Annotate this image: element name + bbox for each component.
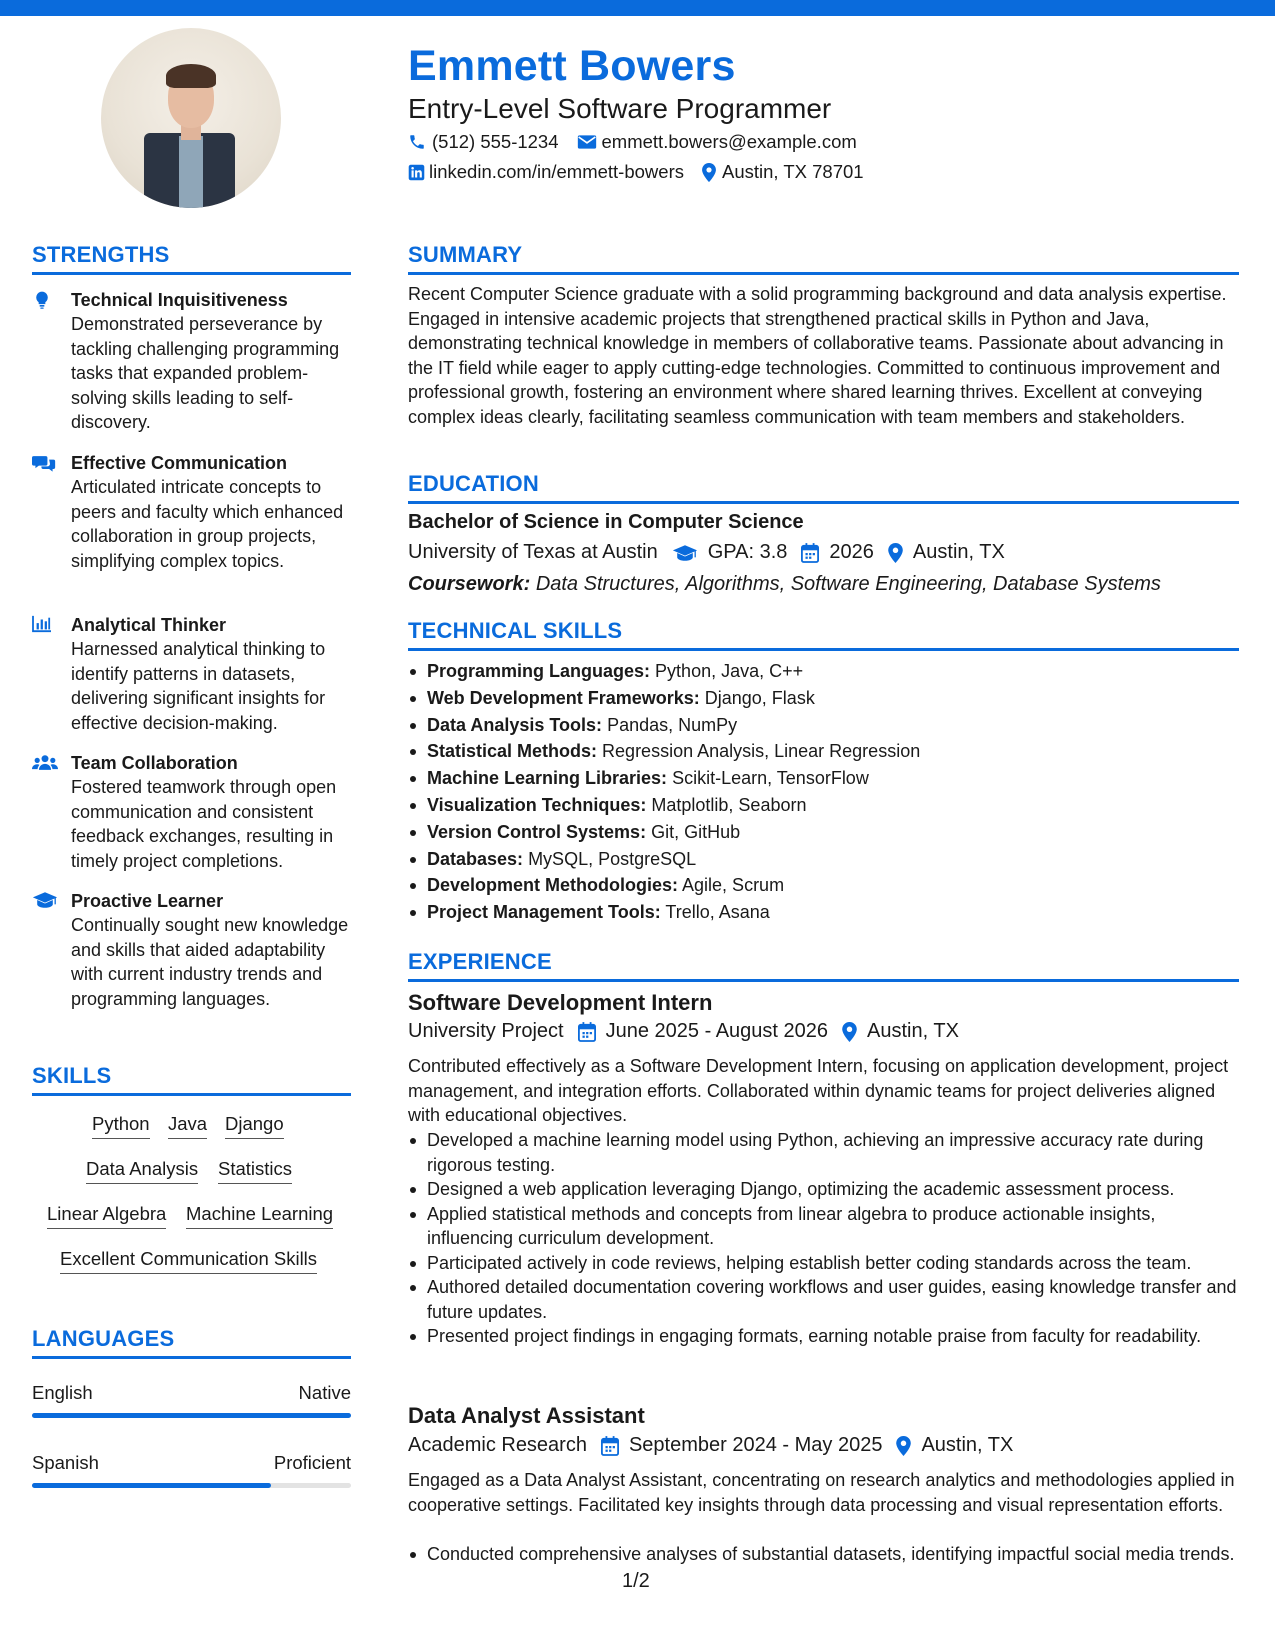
education-meta: [408, 541, 1019, 564]
list-item: [408, 658, 1238, 685]
skill-category: Statistical Methods:: [427, 741, 598, 762]
linkedin-text[interactable]: linkedin.com/in/emmett-bowers: [429, 161, 684, 182]
lightbulb-icon: [32, 290, 56, 310]
skill-tag: Linear Algebra: [47, 1203, 166, 1229]
languages-rule: [32, 1356, 351, 1359]
school-name: University of Texas at Austin: [408, 541, 658, 563]
summary-text: Recent Computer Science graduate with a solid programming background and data analysis expertise. Engaged in intensive academic projects that strengthened practical skills in Python and Java, demonstrating technical knowledge in members of collaborative teams. Passionate about advancing in the IT field while eager to apply cutting-edge technologies. Committed to continuous improvement and professional growth, fostering an environment where shared learning thrives. Excellent at conveying complex ideas clearly, facilitating seamless communication with team members and stakeholders.: [408, 284, 1227, 427]
list-item: [408, 685, 1238, 712]
job-org: Academic Research: [408, 1434, 587, 1456]
location-pin-icon: [896, 1436, 911, 1456]
degree-title: Bachelor of Science in Computer Science: [408, 511, 804, 533]
skill-category: Development Methodologies:: [427, 875, 679, 896]
list-item: [408, 765, 1238, 792]
phone-icon: [408, 133, 426, 151]
users-icon: [32, 753, 56, 773]
language-name: Spanish: [32, 1452, 99, 1473]
language-level: Proficient: [273, 1452, 351, 1473]
location-pin-icon: [842, 1022, 857, 1042]
skill-values: Agile, Scrum: [682, 875, 785, 896]
graduation-cap-icon: [672, 544, 698, 562]
skill-tag: Java: [168, 1113, 207, 1139]
skill-category: Databases:: [427, 848, 524, 869]
skill-tag: Statistics: [218, 1158, 292, 1184]
job-title: Data Analyst Assistant: [408, 1403, 645, 1428]
skill-category: Visualization Techniques:: [427, 794, 647, 815]
list-item: Designed a web application leveraging Django, optimizing the academic assessment process.: [408, 1177, 1238, 1202]
coursework: [408, 573, 1161, 596]
skill-tag: Python: [92, 1113, 150, 1139]
strengths-rule: [32, 272, 351, 275]
language-proficiency-bar: [32, 1413, 351, 1418]
strength-title: Team Collaboration: [71, 753, 238, 773]
skill-category: Web Development Frameworks:: [427, 687, 700, 708]
location-pin-icon: [702, 163, 716, 182]
technical-skills-rule: [408, 648, 1239, 651]
summary-rule: [408, 272, 1239, 275]
language-row: [32, 1382, 351, 1404]
skills-heading: SKILLS: [32, 1063, 112, 1088]
strength-desc: Harnessed analytical thinking to identify patterns in datasets, delivering significant insights for effective decision-making.: [71, 639, 326, 733]
list-item: [408, 872, 1238, 899]
job-bullets: [408, 1542, 1238, 1567]
job-description: Contributed effectively as a Software Development Intern, focusing on application development, project management, and integration efforts. Collaborated within dynamic teams for project deliveries aligned with educational objectives.: [408, 1056, 1229, 1125]
envelope-icon: [577, 134, 597, 150]
job-title: Software Development Intern: [408, 990, 713, 1015]
strength-desc: Articulated intricate concepts to peers and faculty which enhanced collaboration in group projects, simplifying complex topics.: [71, 477, 344, 571]
language-level: Native: [298, 1382, 351, 1403]
strength-item: [32, 288, 352, 435]
calendar-icon: [801, 543, 819, 563]
job-dates: June 2025 - August 2026: [605, 1020, 829, 1042]
job-meta: [408, 1020, 973, 1043]
experience-rule: [408, 979, 1239, 982]
skill-values: Django, Flask: [704, 687, 815, 708]
candidate-name: Emmett Bowers: [408, 42, 736, 90]
language-row: [32, 1452, 351, 1474]
skill-values: Scikit-Learn, TensorFlow: [672, 768, 869, 789]
skill-tag: Machine Learning: [186, 1203, 333, 1229]
skill-values: Matplotlib, Seaborn: [651, 794, 807, 815]
linkedin-icon: [408, 164, 425, 181]
experience-heading: EXPERIENCE: [408, 949, 552, 974]
skill-values: Regression Analysis, Linear Regression: [602, 741, 921, 762]
list-item: Conducted comprehensive analyses of substantial datasets, identifying impactful social media trends.: [408, 1542, 1238, 1567]
list-item: [408, 846, 1238, 873]
strength-desc: Continually sought new knowledge and skills that aided adaptability with current industry trends and programming languages.: [71, 915, 349, 1009]
skill-category: Machine Learning Libraries:: [427, 768, 668, 789]
list-item: Applied statistical methods and concepts from linear algebra to produce actionable insights, influencing curriculum development.: [408, 1202, 1238, 1251]
strength-title: Proactive Learner: [71, 891, 224, 911]
language-name: English: [32, 1382, 93, 1403]
list-item: [408, 792, 1238, 819]
strength-title: Technical Inquisitiveness: [71, 290, 288, 310]
school-location: Austin, TX: [912, 541, 1005, 563]
strength-item: [32, 613, 352, 735]
job-bullets: [408, 1128, 1238, 1349]
skill-category: Version Control Systems:: [427, 821, 647, 842]
skills-rule: [32, 1093, 351, 1096]
skill-category: Programming Languages:: [427, 661, 651, 681]
candidate-role: Entry-Level Software Programmer: [408, 93, 832, 124]
education-heading: EDUCATION: [408, 471, 539, 496]
graduation-year: 2026: [829, 541, 874, 563]
skill-values: Python, Java, C++: [655, 661, 804, 681]
graduation-cap-icon: [32, 891, 56, 911]
list-item: [408, 738, 1238, 765]
skill-values: MySQL, PostgreSQL: [528, 848, 697, 869]
calendar-icon: [578, 1022, 596, 1042]
education-rule: [408, 501, 1239, 504]
list-item: [408, 899, 1238, 926]
skill-category: Project Management Tools:: [427, 902, 661, 923]
strength-desc: Fostered teamwork through open communication and consistent feedback exchanges, resulting in timely project completions.: [71, 777, 337, 871]
strength-desc: Demonstrated perseverance by tackling challenging programming tasks that expanded problem-solving skills leading to self-discovery.: [71, 314, 340, 432]
comments-icon: [32, 453, 56, 473]
coursework-list: Data Structures, Algorithms, Software Engineering, Database Systems: [535, 573, 1161, 595]
summary-heading: SUMMARY: [408, 242, 523, 267]
language-proficiency-fill: [32, 1413, 351, 1418]
skill-tag: Django: [225, 1113, 284, 1139]
skill-category: Data Analysis Tools:: [427, 714, 603, 735]
strength-title: Analytical Thinker: [71, 615, 227, 635]
location-text: Austin, TX 78701: [721, 161, 864, 182]
page-number: 1/2: [622, 1570, 650, 1592]
language-proficiency-bar: [32, 1483, 351, 1488]
skill-values: Git, GitHub: [651, 821, 741, 842]
technical-skills-heading: TECHNICAL SKILLS: [408, 618, 623, 643]
strengths-heading: STRENGTHS: [32, 242, 170, 267]
phone-text[interactable]: (512) 555-1234: [432, 131, 559, 152]
bar-chart-icon: [32, 615, 56, 635]
email-text[interactable]: emmett.bowers@example.com: [601, 131, 857, 152]
calendar-icon: [601, 1436, 619, 1456]
top-accent-bar: [0, 0, 1275, 16]
list-item: Participated actively in code reviews, helping establish better coding standards across the team.: [408, 1251, 1238, 1276]
skill-values: Trello, Asana: [665, 902, 770, 923]
technical-skills-list: [408, 658, 1238, 926]
location-pin-icon: [888, 543, 903, 563]
contact-row-1: [408, 131, 875, 153]
job-description: Engaged as a Data Analyst Assistant, concentrating on research analytics and methodologies applied in cooperative settings. Facilitated key insights through data processing and visual representation efforts.: [408, 1470, 1235, 1515]
list-item: Developed a machine learning model using Python, achieving an impressive accuracy rate during rigorous testing.: [408, 1128, 1238, 1177]
skill-tag: Excellent Communication Skills: [60, 1248, 317, 1274]
job-dates: September 2024 - May 2025: [628, 1434, 883, 1456]
strength-title: Effective Communication: [71, 453, 288, 473]
job-org: University Project: [408, 1020, 564, 1042]
skill-tag: Data Analysis: [86, 1158, 198, 1184]
list-item: Presented project findings in engaging formats, earning notable praise from faculty for readability.: [408, 1324, 1238, 1349]
list-item: [408, 712, 1238, 739]
skill-values: Pandas, NumPy: [607, 714, 738, 735]
list-item: [408, 819, 1238, 846]
languages-heading: LANGUAGES: [32, 1326, 175, 1351]
contact-row-2: [408, 161, 882, 183]
strength-item: [32, 889, 352, 1011]
gpa-text: GPA: 3.8: [707, 541, 788, 563]
list-item: Authored detailed documentation covering workflows and user guides, easing knowledge transfer and future updates.: [408, 1275, 1238, 1324]
job-meta: [408, 1434, 1027, 1457]
language-proficiency-fill: [32, 1483, 271, 1488]
job-location: Austin, TX: [921, 1434, 1014, 1456]
profile-photo: [101, 28, 281, 208]
coursework-label: Coursework:: [408, 573, 531, 595]
job-location: Austin, TX: [867, 1020, 959, 1042]
strength-item: [32, 451, 352, 573]
strength-item: [32, 751, 352, 873]
